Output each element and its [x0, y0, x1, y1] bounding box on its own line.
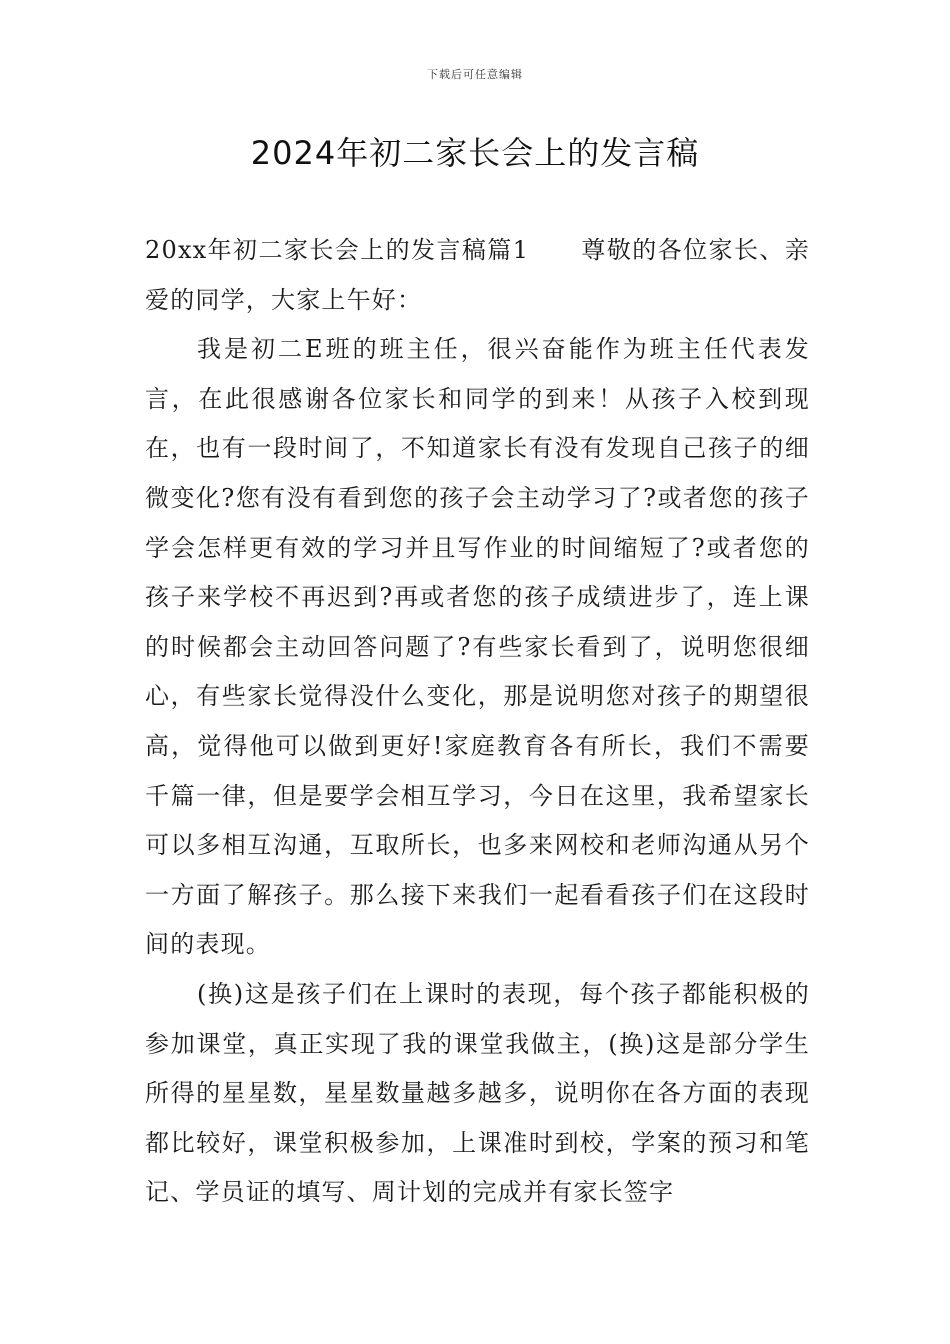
document-title: 2024年初二家长会上的发言稿 — [250, 134, 700, 172]
section-heading: 20xx年初二家长会上的发言稿篇1 — [145, 236, 530, 264]
header-note: 下载后可任意编辑 — [427, 68, 523, 81]
body-paragraph-2: (换)这是孩子们在上课时的表现，每个孩子都能积极的参加课堂，真正实现了我的课堂我做主，(换)这是部分学生所得的星星数，星星数量越多越多，说明你在各方面的表现都比较好，课堂积极参加，上课准时到校，学案的预习和笔记、学员证的填写、周计划的完成并有家长签字 — [145, 979, 810, 1207]
document-body — [145, 226, 810, 1218]
greeting-text: 尊敬的各位家长、亲爱的同学，大家上午好： — [145, 236, 810, 314]
intro-paragraph — [145, 226, 810, 325]
body-paragraph-1: 我是初二E班的班主任，很兴奋能作为班主任代表发言，在此很感谢各位家长和同学的到来！从孩子入校到现在，也有一段时间了，不知道家长有没有发现自己孩子的细微变化?您有没有看到您的孩子会主动学习了?或者您的孩子学会怎样更有效的学习并且写作业的时间缩短了?或者您的孩子来学校不再迟到?再或者您的孩子成绩进步了，连上课的时候都会主动回答问题了?有些家长看到了，说明您很细心，有些家长觉得没什么变化，那是说明您对孩子的期望很高，觉得他可以做到更好!家庭教育各有所长，我们不需要千篇一律，但是要学会相互学习，今日在这里，我希望家长可以多相互沟通，互取所长，也多来网校和老师沟通从另个一方面了解孩子。那么接下来我们一起看看孩子们在这段时间的表现。 — [145, 335, 810, 959]
